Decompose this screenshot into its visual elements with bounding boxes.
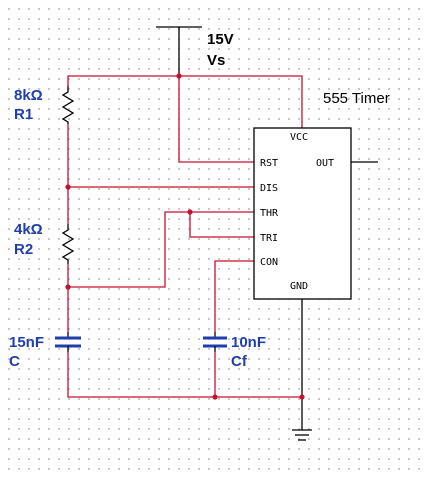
wire-reset [179,76,254,162]
pin-out-label: OUT [316,158,335,169]
c-value-label: 15nF [9,334,45,351]
wire-top-rail [68,76,302,128]
pin-vcc-label: VCC [290,132,309,143]
power-supply-symbol[interactable] [156,27,202,76]
junction-dot [187,209,192,214]
timer-ic-555[interactable] [254,128,351,299]
junction-dot [176,73,181,78]
cf-name-label: Cf [231,353,247,370]
c-name-label: C [9,353,20,370]
capacitor-cf[interactable] [203,332,227,352]
pin-tri-label: TRI [260,233,279,244]
supply-voltage-label: 15V [207,31,234,48]
pin-dis-label: DIS [260,183,279,194]
pin-thr-label: THR [260,208,279,219]
r2-value-label: 4kΩ [14,221,43,238]
r1-value-label: 8kΩ [14,87,43,104]
wire-c-ground [68,352,302,397]
junction-dot [65,284,70,289]
junction-dot [299,394,304,399]
pin-con-label: CON [260,257,279,268]
capacitor-c[interactable] [55,332,81,352]
resistor-r2[interactable] [63,224,73,264]
supply-name-label: Vs [207,52,226,69]
wire-trigger [190,212,254,237]
ic-title-label: 555 Timer [323,90,390,107]
pin-rst-label: RST [260,158,279,169]
wire-control [215,261,254,332]
r1-name-label: R1 [14,106,34,123]
resistor-r1[interactable] [63,86,73,124]
junction-dot [65,184,70,189]
cf-value-label: 10nF [231,334,267,351]
wire-threshold-feed [68,212,254,287]
r2-name-label: R2 [14,241,34,258]
junction-dot [212,394,217,399]
pin-gnd-label: GND [290,281,309,292]
ground-symbol[interactable] [292,430,312,440]
